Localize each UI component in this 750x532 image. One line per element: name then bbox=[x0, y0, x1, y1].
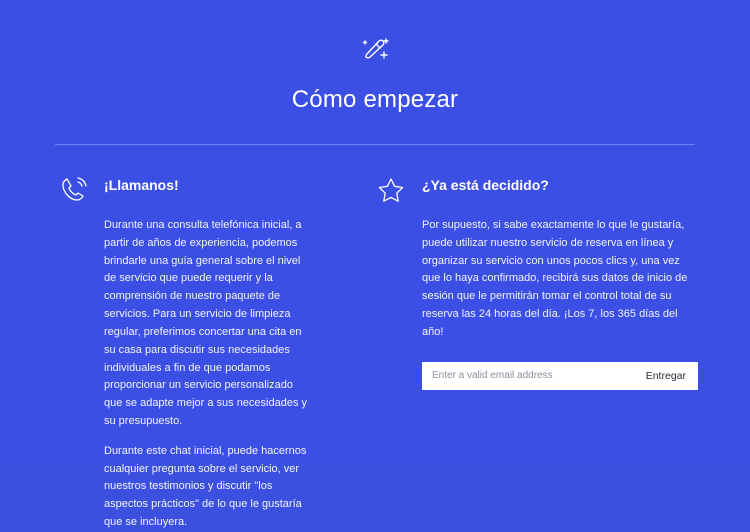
column-decided bbox=[374, 171, 694, 532]
star-icon bbox=[374, 173, 408, 207]
page-header bbox=[0, 0, 750, 114]
submit-button[interactable]: Entregar bbox=[634, 363, 698, 389]
email-signup-form bbox=[422, 362, 698, 390]
content-columns bbox=[0, 145, 750, 532]
sparkle-icon bbox=[355, 28, 395, 68]
page-title: Cómo empezar bbox=[291, 86, 459, 113]
column-body bbox=[422, 207, 694, 342]
paragraph: Durante una consulta telefónica inicial, a partir de años de experiencia, podemos brindarle una guía general sobre el nivel de servicio que puede requerir y la comprensión de nuestro paquete de servicios. Para un servicio de limpieza regular, preferimos concertar una cita en su casa para discutir sus necesidades individuales a fin de que podamos proporcionar un servicio personalizado que se adapte mejor a sus necesidades y su presupuesto. bbox=[104, 219, 308, 427]
column-body bbox=[104, 207, 314, 532]
email-input[interactable] bbox=[422, 363, 634, 389]
column-title: ¡Llamanos! bbox=[104, 177, 179, 193]
paragraph: Por supuesto, si sabe exactamente lo que le gustaría, puede utilizar nuestro servicio de reserva en línea y organizar su servicio con unos pocos clics y, una vez que lo haya confirmado, recibirá sus datos de inicio de sesión que le permitirán tomar el control total de su reserva las 24 horas del día. ¡Los 7, los 365 días del año! bbox=[422, 219, 688, 338]
column-header bbox=[56, 171, 314, 207]
column-header bbox=[374, 171, 694, 207]
paragraph: Durante este chat inicial, puede hacernos cualquier pregunta sobre el servicio, ver nuestros testimonios y discutir "los aspectos prácticos" de lo que le gustaría que se incluyera. bbox=[104, 444, 307, 528]
column-title: ¿Ya está decidido? bbox=[422, 177, 549, 193]
phone-icon bbox=[56, 173, 90, 207]
column-call-us bbox=[56, 171, 314, 532]
